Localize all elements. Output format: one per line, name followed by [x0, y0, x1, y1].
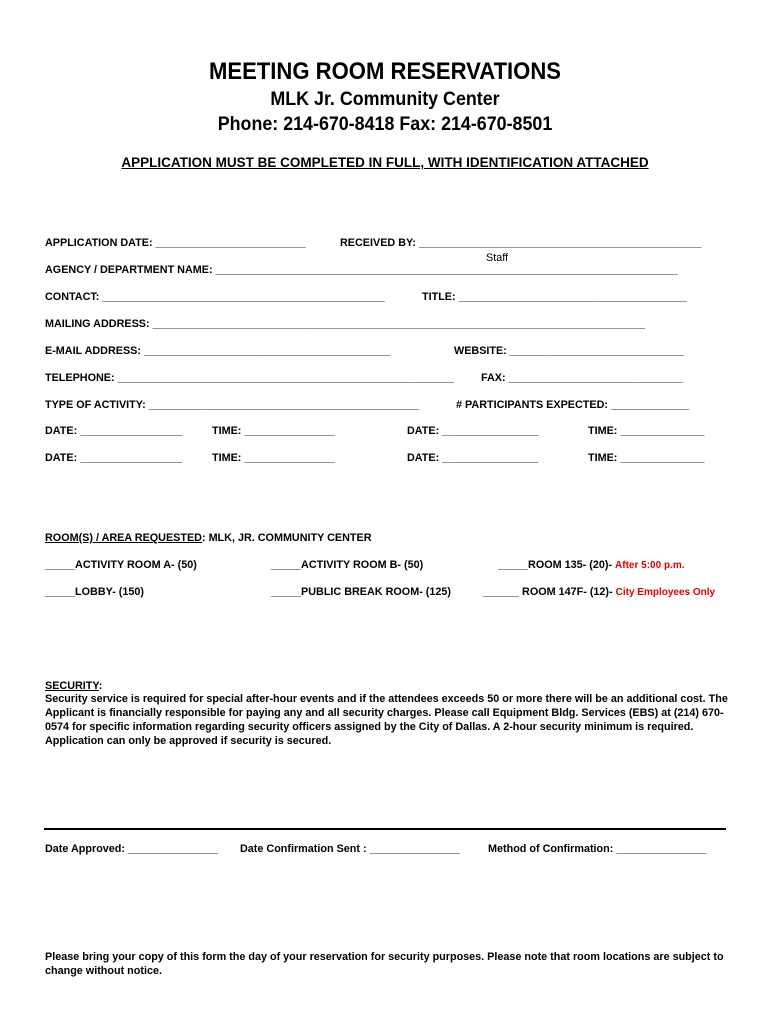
room-147f-label: ______ ROOM 147F- (12)-	[483, 586, 613, 598]
rooms-heading-underlined: ROOM(S) / AREA REQUESTED	[45, 532, 202, 544]
room-135-label: _____ROOM 135- (20)-	[498, 559, 613, 571]
security-paragraph: Security service is required for special after-hour events and if the attendees exceeds 50 or more there will be an additional cost. The Applicant is financially responsible for paying any and all security charges. Please call Equipment Bldg. Services (EBS) at (214) 670-0574 for specific information regarding security officers assigned by the City of Dallas. A 2-hour security minimum is required. Application can only be approved if security is secured.	[45, 693, 728, 747]
room-135-note: After 5:00 p.m.	[615, 560, 685, 571]
time-field-1[interactable]: TIME: _______________	[212, 425, 335, 437]
room-135-option[interactable]	[498, 559, 685, 571]
date-field-2[interactable]: DATE: ________________	[407, 425, 539, 437]
confirmation-sent-field[interactable]: Date Confirmation Sent : _______________	[240, 843, 460, 855]
activity-room-b-option[interactable]: _____ACTIVITY ROOM B- (50)	[271, 559, 424, 571]
contact-field[interactable]: CONTACT: _______________________________________________	[45, 291, 385, 303]
telephone-field[interactable]: TELEPHONE: ________________________________________________________	[45, 372, 454, 384]
agency-field[interactable]: AGENCY / DEPARTMENT NAME: _____________________________________________________________________________	[45, 264, 678, 276]
public-break-room-option[interactable]: _____PUBLIC BREAK ROOM- (125)	[271, 586, 451, 598]
footer-note: Please bring your copy of this form the day of your reservation for security purposes. Please note that room locations are subject to change without notice.	[45, 951, 724, 977]
time-field-3[interactable]: TIME: _______________	[212, 452, 335, 464]
activity-room-a-option[interactable]: _____ACTIVITY ROOM A- (50)	[45, 559, 197, 571]
time-field-4[interactable]: TIME: ______________	[588, 452, 705, 464]
fax-field[interactable]: FAX: _____________________________	[481, 372, 683, 384]
phone-fax: Phone: 214-670-8418 Fax: 214-670-8501	[217, 114, 553, 135]
staff-label: Staff	[486, 252, 509, 264]
divider-line	[44, 828, 726, 830]
participants-field[interactable]: # PARTICIPANTS EXPECTED: _____________	[456, 399, 690, 411]
phone-wrap	[0, 114, 770, 136]
received-by-field[interactable]: RECEIVED BY: _______________________________________________	[340, 237, 702, 249]
security-heading-text: SECURITY	[45, 680, 99, 692]
room-147f-option[interactable]	[483, 586, 715, 598]
room-147f-note: City Employees Only	[615, 587, 716, 598]
center-name: MLK Jr. Community Center	[270, 89, 500, 110]
form-title-wrap	[0, 58, 770, 86]
mailing-address-field[interactable]: MAILING ADDRESS: __________________________________________________________________________________	[45, 318, 645, 330]
method-of-confirmation-field[interactable]: Method of Confirmation: _______________	[488, 843, 707, 855]
date-field-4[interactable]: DATE: ________________	[407, 452, 539, 464]
subtitle-wrap	[0, 89, 770, 111]
lobby-option[interactable]: _____LOBBY- (150)	[45, 586, 145, 598]
instruction-wrap	[0, 154, 770, 172]
date-approved-field[interactable]: Date Approved: _______________	[45, 843, 219, 855]
date-field-3[interactable]: DATE: _________________	[45, 452, 183, 464]
instruction-text: APPLICATION MUST BE COMPLETED IN FULL, WITH IDENTIFICATION ATTACHED	[121, 155, 649, 170]
title-field[interactable]: TITLE: ______________________________________	[422, 291, 687, 303]
security-heading-colon: :	[98, 680, 103, 692]
date-field-1[interactable]: DATE: _________________	[45, 425, 183, 437]
website-field[interactable]: WEBSITE: _____________________________	[454, 345, 684, 357]
email-field[interactable]: E-MAIL ADDRESS: _________________________________________	[45, 345, 391, 357]
security-heading	[45, 680, 102, 692]
activity-type-field[interactable]: TYPE OF ACTIVITY: _____________________________________________	[45, 399, 419, 411]
time-field-2[interactable]: TIME: ______________	[588, 425, 705, 437]
rooms-heading	[45, 532, 372, 544]
rooms-heading-rest: : MLK, JR. COMMUNITY CENTER	[201, 532, 372, 544]
form-title: MEETING ROOM RESERVATIONS	[208, 58, 562, 85]
application-date-field[interactable]: APPLICATION DATE: _________________________	[45, 237, 306, 249]
